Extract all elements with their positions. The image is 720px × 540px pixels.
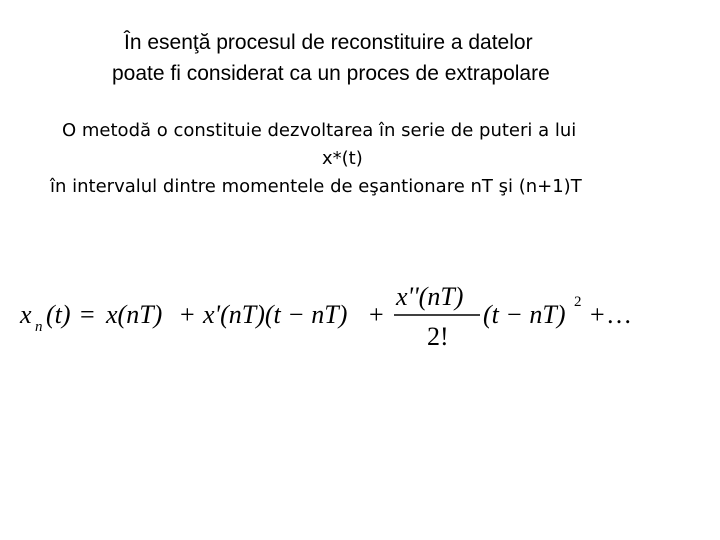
formula-lhs-x: x	[20, 300, 32, 329]
method-line-1: O metodă o constituie dezvoltarea în serie de puteri a lui	[62, 120, 577, 141]
formula-plus-2: +	[369, 300, 384, 329]
intro-line-2: poate fi considerat ca un proces de extrapolare	[112, 62, 550, 85]
formula-fraction-numerator: x''(nT)	[396, 282, 464, 311]
method-line-3: în intervalul dintre momentele de eşantionare nT şi (n+1)T	[50, 176, 582, 197]
formula-term-3: (t − nT)	[483, 300, 566, 329]
formula-plus-3: +	[590, 300, 605, 329]
formula-equals: =	[80, 300, 95, 329]
intro-line-1: În esenţă procesul de reconstituire a datelor	[124, 31, 533, 54]
method-line-2: x*(t)	[322, 148, 363, 169]
formula-term-2: x'(nT)(t − nT)	[203, 300, 348, 329]
formula-lhs-subscript: n	[35, 319, 43, 335]
formula-term-1: x(nT)	[106, 300, 163, 329]
formula-plus-1: +	[180, 300, 195, 329]
formula-lhs-argument: (t)	[46, 300, 71, 329]
formula-fraction-denominator: 2!	[427, 322, 449, 351]
formula-exponent: 2	[574, 294, 582, 310]
formula-ellipsis: …	[606, 300, 632, 329]
